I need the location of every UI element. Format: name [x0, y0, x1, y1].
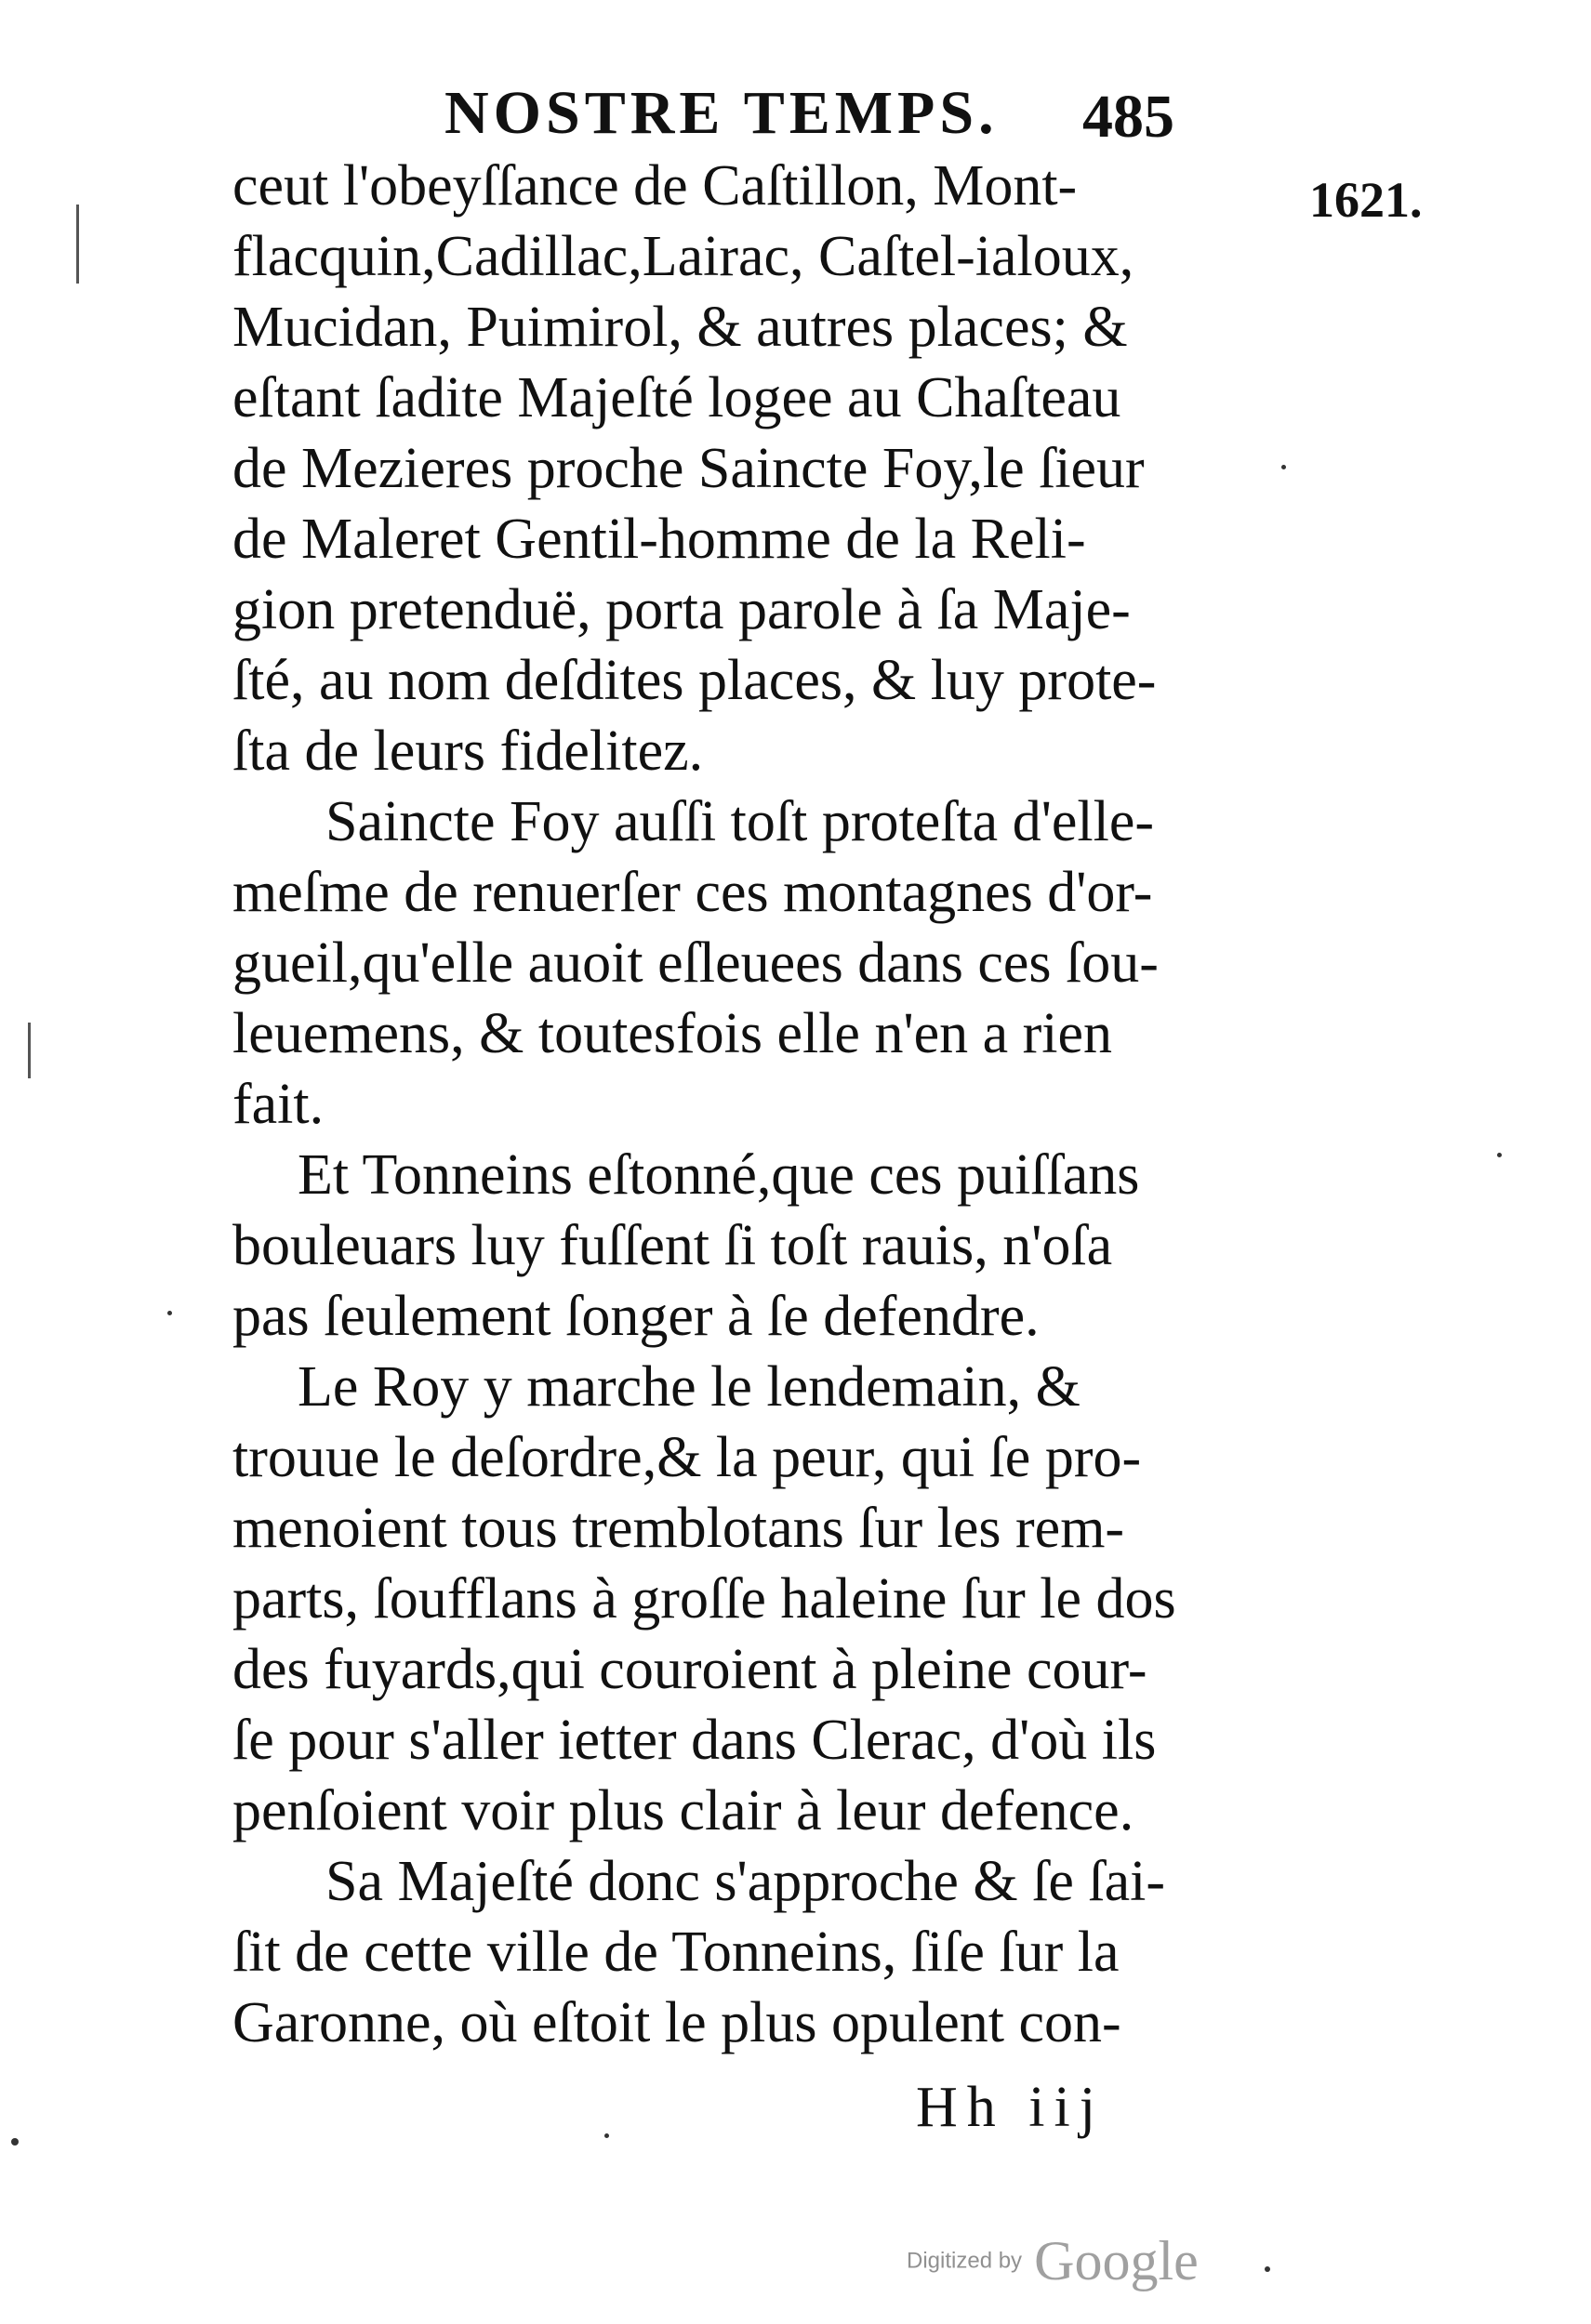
text-line: de Mezieres proche Saincte Foy,le ſieur: [232, 437, 1145, 500]
scan-speck: [1497, 1153, 1502, 1157]
text-line: ceut l'obeyſſance de Caſtillon, Mont-: [232, 154, 1078, 218]
text-line: trouue le deſordre,& la peur, qui ſe pro-: [232, 1426, 1142, 1489]
text-line: Mucidan, Puimirol, & autres places; &: [232, 296, 1128, 359]
scan-mark: [28, 1023, 31, 1078]
text-line: gueil,qu'elle auoit eſleuees dans ces ſou-: [232, 931, 1159, 995]
text-line: Sa Majeſté donc s'approche & ſe ſai-: [325, 1850, 1165, 1913]
running-title: NOSTRE TEMPS.: [444, 79, 999, 147]
text-line: Saincte Foy auſſi toſt proteſta d'elle-: [325, 790, 1155, 853]
text-line: Le Roy y marche le lendemain, &: [298, 1355, 1081, 1419]
scan-speck: [1281, 465, 1286, 469]
scan-speck: [1265, 2266, 1270, 2272]
text-line: pas ſeulement ſonger à ſe defendre.: [232, 1285, 1040, 1348]
signature-catchword: Hh iij: [916, 2076, 1105, 2139]
text-line: ſe pour s'aller ietter dans Clerac, d'où ils: [232, 1709, 1157, 1772]
digitized-by-label: Digitized by: [907, 2248, 1023, 2274]
text-line: de Maleret Gentil-homme de la Reli-: [232, 508, 1086, 571]
text-line: fait.: [232, 1073, 325, 1136]
text-line: ſté, au nom deſdites places, & luy prote-: [232, 649, 1157, 712]
text-line: eſtant ſadite Majeſté logee au Chaſteau: [232, 366, 1121, 429]
text-line: ſta de leurs fidelitez.: [232, 720, 704, 783]
text-line: des fuyards,qui couroient à pleine cour-: [232, 1638, 1147, 1701]
body-text: [232, 151, 1283, 2058]
scan-speck: [167, 1311, 172, 1315]
text-line: meſme de renuerſer ces montagnes d'or-: [232, 861, 1153, 924]
text-line: menoient tous tremblotans ſur les rem-: [232, 1497, 1125, 1560]
page-number: 485: [1082, 83, 1174, 151]
text-line: gion pretenduë, porta parole à ſa Maje-: [232, 578, 1131, 641]
scan-speck: [11, 2138, 19, 2146]
text-line: Et Tonneins eſtonné,que ces puiſſans: [298, 1143, 1140, 1207]
margin-year-note: 1621.: [1309, 172, 1423, 228]
text-line: penſoient voir plus clair à leur defence.: [232, 1779, 1134, 1842]
scan-mark: [76, 205, 79, 284]
text-line: Garonne, où eſtoit le plus opulent con-: [232, 1991, 1121, 2054]
text-line: ſit de cette ville de Tonneins, ſiſe ſur la: [232, 1921, 1120, 1984]
scan-speck: [604, 2133, 609, 2138]
text-line: bouleuars luy fuſſent ſi toſt rauis, n'oſa: [232, 1214, 1113, 1277]
digitization-watermark: [907, 2229, 1199, 2293]
text-line: parts, ſoufflans à groſſe haleine ſur le dos: [232, 1567, 1176, 1631]
google-logo: Google: [1034, 2230, 1199, 2291]
text-line: flacquin,Cadillac,Lairac, Caſtel-ialoux,: [232, 225, 1134, 288]
text-line: leuemens, & toutesfois elle n'en a rien: [232, 1002, 1113, 1065]
